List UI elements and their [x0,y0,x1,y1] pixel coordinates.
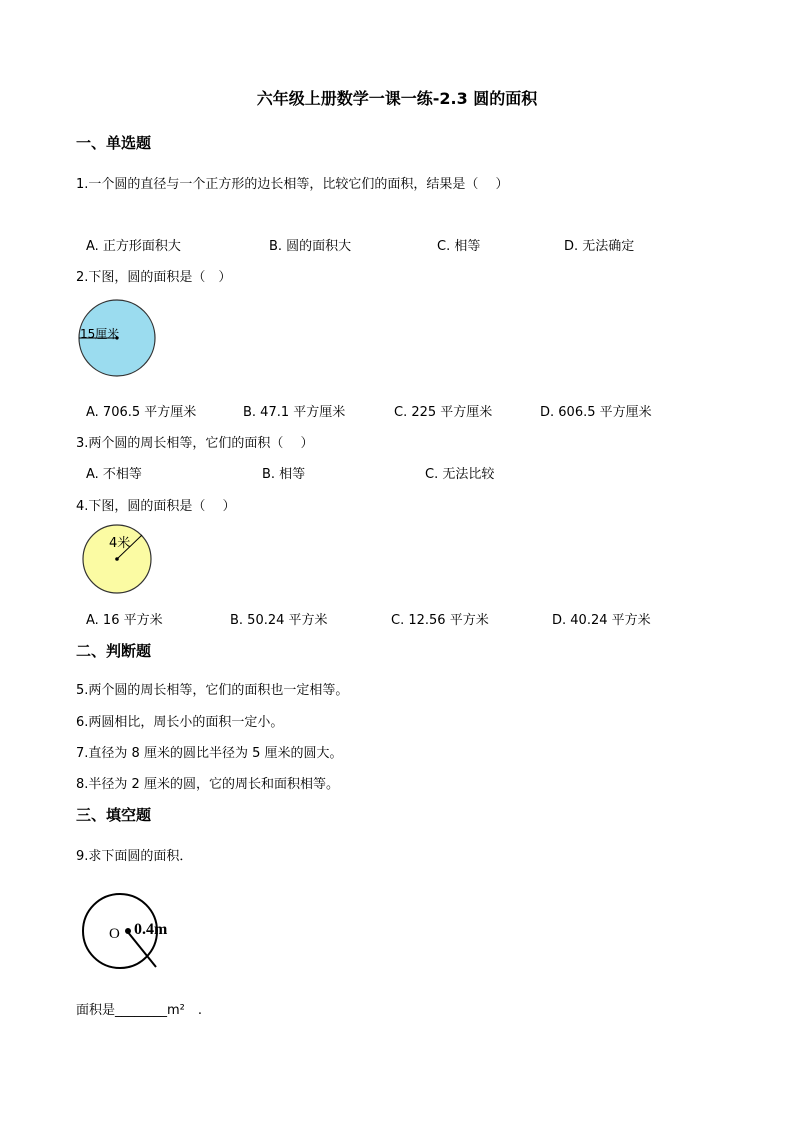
question-2-text: 2.下图，圆的面积是（ ） [76,270,232,285]
question-4-text: 4.下图，圆的面积是（ ） [76,499,236,514]
q2-radius-label: 15厘米 [80,327,120,341]
q3-option-b[interactable]: B. 相等 [262,467,306,482]
page-title: 六年级上册数学一课一练-2.3 圆的面积 [256,89,538,108]
q1-option-c[interactable]: C. 相等 [437,239,481,254]
q9-answer-line [76,999,202,1018]
question-7-text: 7.直径为 8 厘米的圆比半径为 5 厘米的圆大。 [76,746,343,761]
question-8-text: 8.半径为 2 厘米的圆，它的周长和面积相等。 [76,777,339,792]
q1-option-d[interactable]: D. 无法确定 [564,239,635,254]
question-9-text: 9.求下面圆的面积． [76,849,193,864]
question-5-text: 5.两个圆的周长相等，它们的面积也一定相等。 [76,683,349,698]
q4-radius-label: 4米 [109,536,131,551]
q2-option-a[interactable]: A. 706.5 平方厘米 [86,405,197,420]
q9-answer-blank[interactable]: ________ [115,1003,168,1018]
q4-option-a[interactable]: A. 16 平方米 [86,613,163,628]
q2-option-b[interactable]: B. 47.1 平方厘米 [243,405,346,420]
q1-option-a[interactable]: A. 正方形面积大 [86,239,181,254]
section-heading-single-choice: 一、单选题 [76,134,152,152]
q9-center-label: O [109,926,120,942]
q2-option-d[interactable]: D. 606.5 平方厘米 [540,405,652,420]
q9-answer-prefix: 面积是 [76,1003,116,1018]
section-heading-true-false: 二、判断题 [76,642,152,660]
question-3-text: 3.两个圆的周长相等，它们的面积（ ） [76,436,314,451]
q4-option-c[interactable]: C. 12.56 平方米 [391,613,489,628]
q2-option-c[interactable]: C. 225 平方厘米 [394,405,493,420]
section-heading-fill-blank: 三、填空题 [76,806,152,824]
q4-option-d[interactable]: D. 40.24 平方米 [552,613,651,628]
q9-answer-unit: m² . [167,1003,203,1018]
q3-option-c[interactable]: C. 无法比较 [425,467,495,482]
q9-radius-label: 0.4m [134,921,168,938]
question-6-text: 6.两圆相比，周长小的面积一定小。 [76,715,284,730]
q4-option-b[interactable]: B. 50.24 平方米 [230,613,328,628]
question-1-text: 1.一个圆的直径与一个正方形的边长相等，比较它们的面积，结果是（ ） [76,177,509,192]
q3-option-a[interactable]: A. 不相等 [86,467,142,482]
q1-option-b[interactable]: B. 圆的面积大 [269,239,352,254]
